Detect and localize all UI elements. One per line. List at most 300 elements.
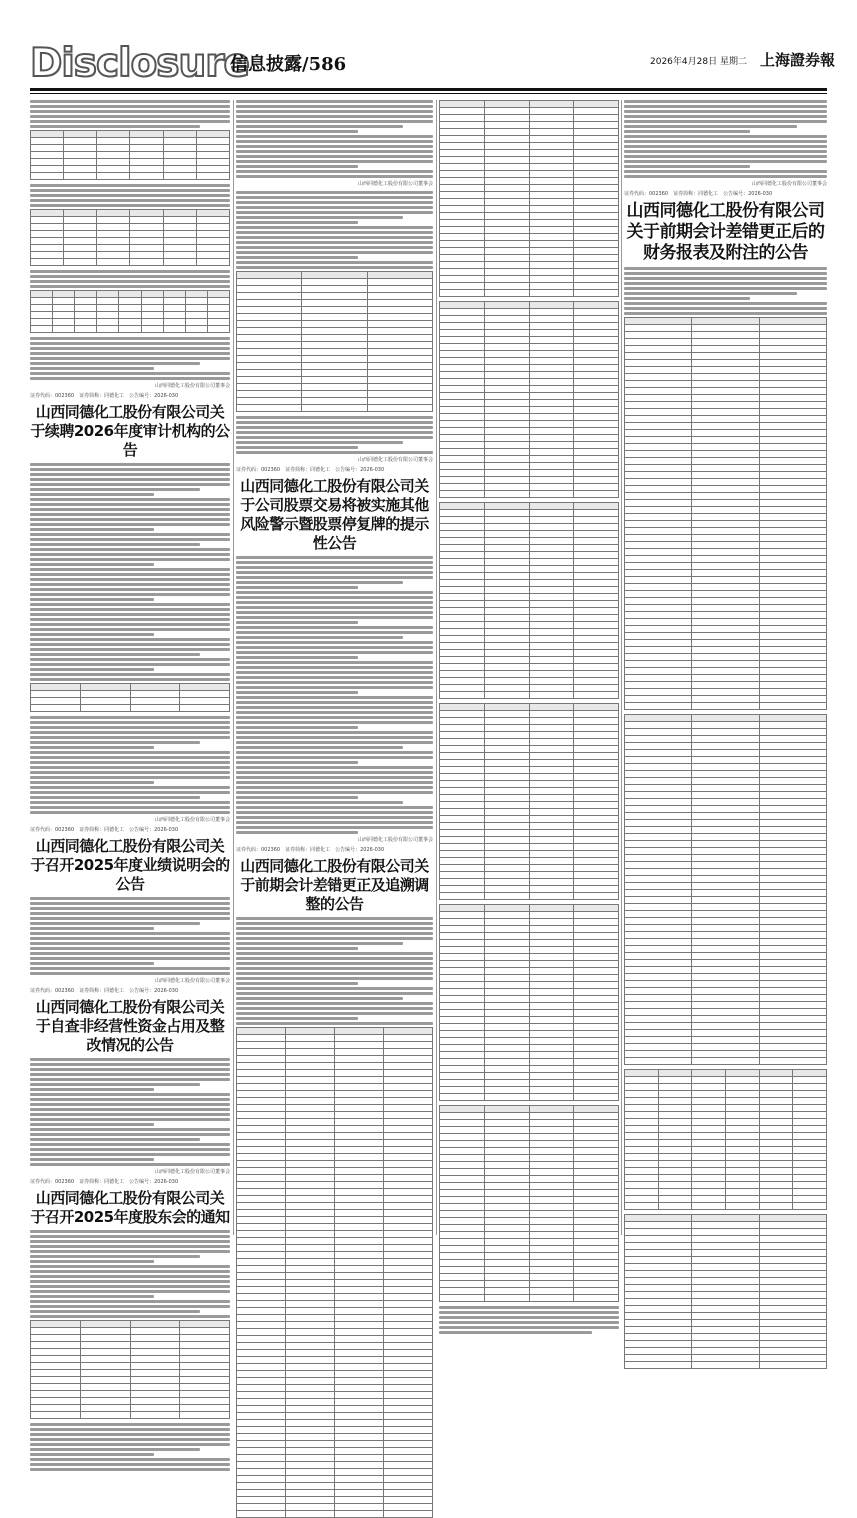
table-cell bbox=[529, 1190, 574, 1197]
table-cell bbox=[692, 1002, 759, 1009]
table-cell bbox=[692, 1091, 726, 1098]
table-cell bbox=[529, 851, 574, 858]
table-cell bbox=[440, 255, 485, 262]
table-cell bbox=[335, 1343, 384, 1350]
table-row bbox=[625, 507, 827, 514]
signature: 山西同德化工股份有限公司董事会 bbox=[154, 1169, 230, 1175]
table-cell bbox=[759, 750, 826, 757]
table-cell bbox=[574, 1274, 619, 1281]
table-cell bbox=[725, 1196, 759, 1203]
table-cell bbox=[53, 319, 75, 326]
table-cell bbox=[237, 1434, 286, 1441]
table-cell bbox=[574, 657, 619, 664]
table-cell bbox=[286, 1049, 335, 1056]
table-row bbox=[625, 1215, 827, 1222]
table-cell bbox=[384, 1168, 433, 1175]
table-row bbox=[440, 108, 619, 115]
table-cell bbox=[130, 159, 163, 166]
table-cell bbox=[759, 409, 826, 416]
table-cell bbox=[529, 760, 574, 767]
table-cell bbox=[484, 879, 529, 886]
table-cell bbox=[625, 1126, 659, 1133]
table-cell bbox=[529, 330, 574, 337]
table-cell bbox=[440, 926, 485, 933]
table-cell bbox=[692, 1175, 726, 1182]
table-cell bbox=[440, 685, 485, 692]
table-cell bbox=[625, 493, 692, 500]
table-row bbox=[625, 318, 827, 325]
table-row bbox=[440, 129, 619, 136]
table-row bbox=[440, 1225, 619, 1232]
table-cell bbox=[286, 1035, 335, 1042]
table-cell bbox=[440, 1253, 485, 1260]
table-cell bbox=[237, 1385, 286, 1392]
table-cell bbox=[484, 477, 529, 484]
table-row bbox=[625, 584, 827, 591]
table-cell bbox=[574, 1148, 619, 1155]
table-cell bbox=[286, 1497, 335, 1504]
table-cell bbox=[574, 178, 619, 185]
table-cell bbox=[574, 545, 619, 552]
table-cell bbox=[237, 1350, 286, 1357]
table-row bbox=[440, 393, 619, 400]
table-cell bbox=[529, 290, 574, 297]
table-cell bbox=[484, 566, 529, 573]
table-row bbox=[625, 785, 827, 792]
table-cell bbox=[484, 615, 529, 622]
text-line bbox=[30, 1138, 200, 1141]
table-cell bbox=[529, 309, 574, 316]
table-cell bbox=[384, 1140, 433, 1147]
text-line bbox=[30, 673, 230, 676]
table-cell bbox=[574, 157, 619, 164]
table-cell bbox=[692, 918, 759, 925]
table-cell bbox=[692, 953, 759, 960]
text-line bbox=[236, 140, 433, 143]
table-row bbox=[440, 732, 619, 739]
text-line bbox=[30, 1143, 230, 1146]
text-line bbox=[236, 431, 433, 434]
text-line bbox=[30, 751, 230, 754]
table-cell bbox=[384, 1063, 433, 1070]
table-cell bbox=[237, 1182, 286, 1189]
table-cell bbox=[484, 587, 529, 594]
table-cell bbox=[692, 715, 759, 722]
table-cell bbox=[529, 421, 574, 428]
text-line bbox=[30, 781, 154, 784]
data-table bbox=[439, 502, 619, 699]
table-cell bbox=[759, 605, 826, 612]
table-cell bbox=[692, 367, 759, 374]
table-cell bbox=[625, 542, 692, 549]
table-row bbox=[440, 1288, 619, 1295]
table-row bbox=[625, 465, 827, 472]
table-cell bbox=[658, 1161, 692, 1168]
column-divider bbox=[621, 100, 622, 1235]
table-cell bbox=[440, 1162, 485, 1169]
text-line bbox=[624, 312, 827, 315]
table-cell bbox=[574, 732, 619, 739]
table-row bbox=[440, 601, 619, 608]
table-cell bbox=[574, 912, 619, 919]
text-line bbox=[624, 165, 750, 168]
column-2 bbox=[236, 100, 433, 1235]
table-cell bbox=[759, 486, 826, 493]
table-cell bbox=[529, 905, 574, 912]
table-cell bbox=[574, 1267, 619, 1274]
table-cell bbox=[185, 298, 207, 305]
table-cell bbox=[440, 517, 485, 524]
table-cell bbox=[97, 152, 130, 159]
text-line bbox=[30, 907, 230, 910]
table-cell bbox=[484, 650, 529, 657]
table-cell bbox=[574, 269, 619, 276]
table-cell bbox=[237, 1168, 286, 1175]
table-row bbox=[440, 302, 619, 309]
table-row bbox=[625, 1292, 827, 1299]
table-cell bbox=[529, 1080, 574, 1087]
table-cell bbox=[484, 199, 529, 206]
table-cell bbox=[759, 715, 826, 722]
table-cell bbox=[529, 1281, 574, 1288]
table-cell bbox=[484, 837, 529, 844]
table-cell bbox=[529, 961, 574, 968]
table-cell bbox=[97, 224, 130, 231]
table-row bbox=[440, 671, 619, 678]
table-cell bbox=[286, 1105, 335, 1112]
table-row bbox=[237, 1028, 433, 1035]
table-row bbox=[625, 932, 827, 939]
table-cell bbox=[692, 591, 759, 598]
table-row bbox=[237, 356, 433, 363]
text-line bbox=[236, 581, 403, 584]
table-cell bbox=[574, 351, 619, 358]
table-row bbox=[31, 173, 230, 180]
table-cell bbox=[302, 384, 367, 391]
table-cell bbox=[97, 131, 130, 138]
text-line bbox=[236, 155, 433, 158]
table-row bbox=[625, 1222, 827, 1229]
text-line bbox=[236, 711, 433, 714]
table-cell bbox=[574, 192, 619, 199]
table-cell bbox=[484, 919, 529, 926]
table-cell bbox=[529, 636, 574, 643]
table-cell bbox=[725, 1112, 759, 1119]
table-cell bbox=[625, 918, 692, 925]
table-cell bbox=[80, 1321, 130, 1328]
table-cell bbox=[286, 1301, 335, 1308]
table-cell bbox=[529, 524, 574, 531]
table-cell bbox=[625, 626, 692, 633]
table-cell bbox=[574, 531, 619, 538]
table-cell bbox=[759, 1348, 826, 1355]
table-cell bbox=[286, 1329, 335, 1336]
body-text bbox=[236, 917, 433, 1025]
table-cell bbox=[574, 309, 619, 316]
table-cell bbox=[64, 224, 97, 231]
table-cell bbox=[484, 844, 529, 851]
table-cell bbox=[286, 1287, 335, 1294]
table-row bbox=[31, 245, 230, 252]
table-cell bbox=[440, 1031, 485, 1038]
table-cell bbox=[692, 883, 759, 890]
text-line bbox=[30, 917, 230, 920]
table-cell bbox=[692, 640, 759, 647]
table-cell bbox=[574, 400, 619, 407]
table-row bbox=[440, 1246, 619, 1253]
table-cell bbox=[384, 1077, 433, 1084]
table-cell bbox=[692, 507, 759, 514]
table-cell bbox=[692, 675, 759, 682]
table-cell bbox=[207, 298, 229, 305]
table-cell bbox=[286, 1028, 335, 1035]
table-cell bbox=[574, 725, 619, 732]
table-cell bbox=[237, 1511, 286, 1518]
text-line bbox=[236, 786, 433, 789]
table-cell bbox=[286, 1448, 335, 1455]
table-cell bbox=[529, 566, 574, 573]
table-cell bbox=[529, 1267, 574, 1274]
table-cell bbox=[574, 580, 619, 587]
table-row bbox=[440, 227, 619, 234]
table-cell bbox=[692, 736, 759, 743]
table-cell bbox=[625, 577, 692, 584]
table-cell bbox=[440, 227, 485, 234]
table-cell bbox=[759, 1313, 826, 1320]
table-cell bbox=[440, 739, 485, 746]
table-cell bbox=[759, 619, 826, 626]
table-row bbox=[625, 729, 827, 736]
table-cell bbox=[237, 349, 302, 356]
text-line bbox=[30, 776, 230, 779]
table-row bbox=[440, 905, 619, 912]
table-row bbox=[440, 262, 619, 269]
table-cell bbox=[625, 381, 692, 388]
table-cell bbox=[692, 1306, 759, 1313]
table-cell bbox=[529, 456, 574, 463]
text-line bbox=[236, 251, 433, 254]
table-cell bbox=[759, 953, 826, 960]
table-cell bbox=[574, 1204, 619, 1211]
table-cell bbox=[625, 981, 692, 988]
table-cell bbox=[484, 622, 529, 629]
table-cell bbox=[130, 1398, 180, 1405]
table-row bbox=[440, 407, 619, 414]
table-cell bbox=[440, 1183, 485, 1190]
text-line bbox=[30, 1113, 230, 1116]
table-cell bbox=[367, 384, 432, 391]
table-row bbox=[440, 1267, 619, 1274]
table-cell bbox=[484, 711, 529, 718]
table-row bbox=[237, 1035, 433, 1042]
text-line bbox=[30, 568, 230, 571]
body-text bbox=[236, 100, 433, 178]
table-cell bbox=[625, 1037, 692, 1044]
table-row bbox=[237, 314, 433, 321]
table-cell bbox=[237, 1147, 286, 1154]
table-cell bbox=[31, 298, 53, 305]
table-cell bbox=[625, 1154, 659, 1161]
table-cell bbox=[574, 566, 619, 573]
table-row bbox=[440, 1232, 619, 1239]
table-cell bbox=[625, 1009, 692, 1016]
table-cell bbox=[440, 636, 485, 643]
table-cell bbox=[625, 869, 692, 876]
header-rule-thin bbox=[30, 93, 827, 94]
text-line bbox=[236, 766, 433, 769]
table-cell bbox=[529, 1204, 574, 1211]
table-row bbox=[237, 1315, 433, 1322]
table-cell bbox=[286, 1266, 335, 1273]
table-cell bbox=[574, 879, 619, 886]
table-cell bbox=[484, 302, 529, 309]
table-cell bbox=[286, 1175, 335, 1182]
table-row bbox=[440, 330, 619, 337]
table-cell bbox=[759, 827, 826, 834]
table-row bbox=[625, 876, 827, 883]
table-cell bbox=[384, 1448, 433, 1455]
text-line bbox=[236, 1002, 433, 1005]
table-cell bbox=[286, 1294, 335, 1301]
table-cell bbox=[692, 988, 759, 995]
table-cell bbox=[529, 1038, 574, 1045]
table-row bbox=[440, 524, 619, 531]
table-cell bbox=[625, 1044, 692, 1051]
table-cell bbox=[286, 1476, 335, 1483]
table-cell bbox=[759, 1362, 826, 1369]
table-cell bbox=[692, 1168, 726, 1175]
table-cell bbox=[793, 1196, 827, 1203]
table-cell bbox=[440, 1087, 485, 1094]
table-cell bbox=[440, 262, 485, 269]
table-cell bbox=[759, 507, 826, 514]
table-cell bbox=[759, 451, 826, 458]
table-cell bbox=[440, 1106, 485, 1113]
table-cell bbox=[574, 484, 619, 491]
code-line: 证券代码：002360 证券简称：同德化工 公告编号：2026-030 bbox=[30, 1179, 179, 1185]
table-row bbox=[440, 615, 619, 622]
table-row bbox=[440, 1141, 619, 1148]
table-row bbox=[237, 1105, 433, 1112]
table-cell bbox=[529, 255, 574, 262]
table-cell bbox=[286, 1070, 335, 1077]
table-row bbox=[237, 335, 433, 342]
text-line bbox=[236, 801, 403, 804]
text-line bbox=[439, 1306, 619, 1309]
table-cell bbox=[484, 255, 529, 262]
table-cell bbox=[759, 1182, 793, 1189]
table-row bbox=[31, 1356, 230, 1363]
table-cell bbox=[286, 1315, 335, 1322]
table-cell bbox=[574, 470, 619, 477]
table-cell bbox=[80, 1405, 130, 1412]
table-cell bbox=[384, 1175, 433, 1182]
table-cell bbox=[692, 570, 759, 577]
table-cell bbox=[625, 995, 692, 1002]
table-row bbox=[440, 545, 619, 552]
table-row bbox=[31, 1321, 230, 1328]
code-line: 证券代码：002360 证券简称：同德化工 公告编号：2026-030 bbox=[30, 827, 179, 833]
table-cell bbox=[574, 982, 619, 989]
table-cell bbox=[692, 500, 759, 507]
table-cell bbox=[793, 1154, 827, 1161]
table-cell bbox=[658, 1126, 692, 1133]
table-cell bbox=[440, 206, 485, 213]
table-cell bbox=[440, 463, 485, 470]
text-line bbox=[236, 826, 433, 829]
table-cell bbox=[335, 1231, 384, 1238]
text-line bbox=[236, 611, 433, 614]
text-line bbox=[30, 478, 230, 481]
table-cell bbox=[625, 689, 692, 696]
table-cell bbox=[574, 302, 619, 309]
table-row bbox=[625, 974, 827, 981]
table-cell bbox=[529, 171, 574, 178]
table-cell bbox=[692, 619, 759, 626]
table-row bbox=[440, 650, 619, 657]
table-cell bbox=[440, 365, 485, 372]
table-cell bbox=[484, 248, 529, 255]
table-row bbox=[440, 379, 619, 386]
table-row bbox=[625, 911, 827, 918]
table-row bbox=[625, 1306, 827, 1313]
table-cell bbox=[237, 1469, 286, 1476]
table-cell bbox=[529, 795, 574, 802]
table-cell bbox=[80, 705, 130, 712]
text-line bbox=[236, 636, 403, 639]
table-row bbox=[31, 705, 230, 712]
table-cell bbox=[625, 722, 692, 729]
table-row bbox=[237, 1049, 433, 1056]
text-line bbox=[30, 1103, 230, 1106]
body-text bbox=[236, 191, 433, 269]
table-cell bbox=[692, 1037, 759, 1044]
table-cell bbox=[625, 451, 692, 458]
table-cell bbox=[141, 305, 163, 312]
table-cell bbox=[237, 1203, 286, 1210]
table-cell bbox=[574, 643, 619, 650]
table-cell bbox=[335, 1350, 384, 1357]
text-line bbox=[30, 1428, 230, 1431]
table-cell bbox=[484, 552, 529, 559]
table-cell bbox=[440, 276, 485, 283]
table-cell bbox=[237, 1112, 286, 1119]
table-cell bbox=[484, 830, 529, 837]
table-cell bbox=[625, 1355, 692, 1362]
table-row bbox=[625, 1278, 827, 1285]
table-cell bbox=[440, 1113, 485, 1120]
table-cell bbox=[440, 989, 485, 996]
text-line bbox=[30, 618, 230, 621]
table-row bbox=[440, 816, 619, 823]
table-row bbox=[237, 1154, 433, 1161]
table-cell bbox=[692, 1077, 726, 1084]
data-table bbox=[30, 130, 230, 180]
table-cell bbox=[484, 905, 529, 912]
table-cell bbox=[574, 1239, 619, 1246]
table-row bbox=[440, 449, 619, 456]
table-cell bbox=[484, 1148, 529, 1155]
table-row bbox=[440, 580, 619, 587]
table-cell bbox=[384, 1147, 433, 1154]
table-cell bbox=[484, 1232, 529, 1239]
table-cell bbox=[529, 643, 574, 650]
table-row bbox=[440, 594, 619, 601]
table-cell bbox=[384, 1126, 433, 1133]
text-line bbox=[624, 155, 827, 158]
table-cell bbox=[625, 507, 692, 514]
table-cell bbox=[692, 1016, 759, 1023]
